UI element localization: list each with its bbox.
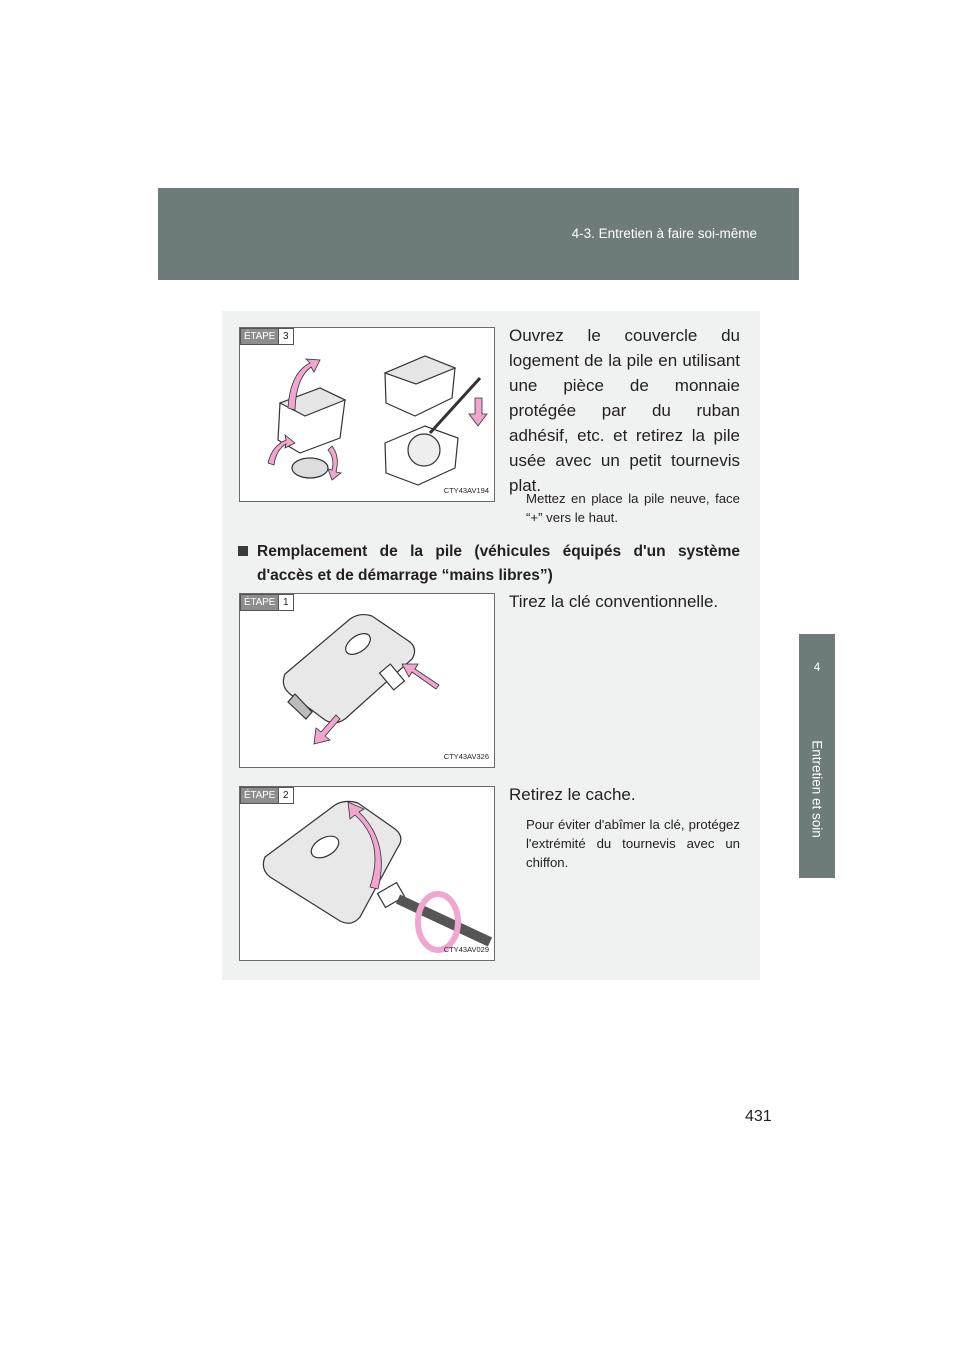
step-3-text: Ouvrez le couvercle du logement de la pile en utilisant une pièce de monnaie protégée par du ruban adhésif, etc. et retirez la pile usée avec un petit tournevis plat. [509,326,740,495]
header-band [158,188,799,280]
step-badge-label: ÉTAPE [241,595,278,610]
figure-code: CTY43AV194 [443,486,489,495]
page-number: 431 [745,1108,772,1125]
step-3-note: Mettez en place la pile neuve, face “+” vers le haut. [526,491,740,525]
figure-step-3 [239,327,495,502]
figure-step-2 [239,786,495,961]
battery-cover-illustration [240,328,495,502]
step-2-note: Pour éviter d'abîmer la clé, protégez l'extrémité du tournevis avec un chiffon. [526,817,740,870]
chapter-title: Entretien et soin [809,740,825,838]
heading-bullet [238,546,248,556]
step-badge-number: 3 [278,329,293,344]
step-badge [240,328,294,345]
section-heading [238,540,740,588]
section-title: 4-3. Entretien à faire soi-même [571,226,757,241]
section-heading-text: Remplacement de la pile (véhicules équipés d'un système d'accès et de démarrage “mains libres”) [257,543,740,584]
step-badge-label: ÉTAPE [241,788,278,803]
step-2-text: Retirez le cache. [509,785,636,804]
figure-step-1 [239,593,495,768]
smart-key-illustration [240,594,495,768]
step-1-text: Tirez la clé conventionnelle. [509,592,719,611]
step-badge-number: 1 [278,595,293,610]
figure-code: CTY43AV029 [443,945,489,954]
step-badge-label: ÉTAPE [241,329,278,344]
step-badge [240,787,294,804]
step-badge [240,594,294,611]
key-cover-removal-illustration [240,787,495,961]
step-badge-number: 2 [278,788,293,803]
chapter-number-tab: 4 [799,634,835,700]
figure-code: CTY43AV326 [443,752,489,761]
chapter-title-tab [799,700,835,878]
